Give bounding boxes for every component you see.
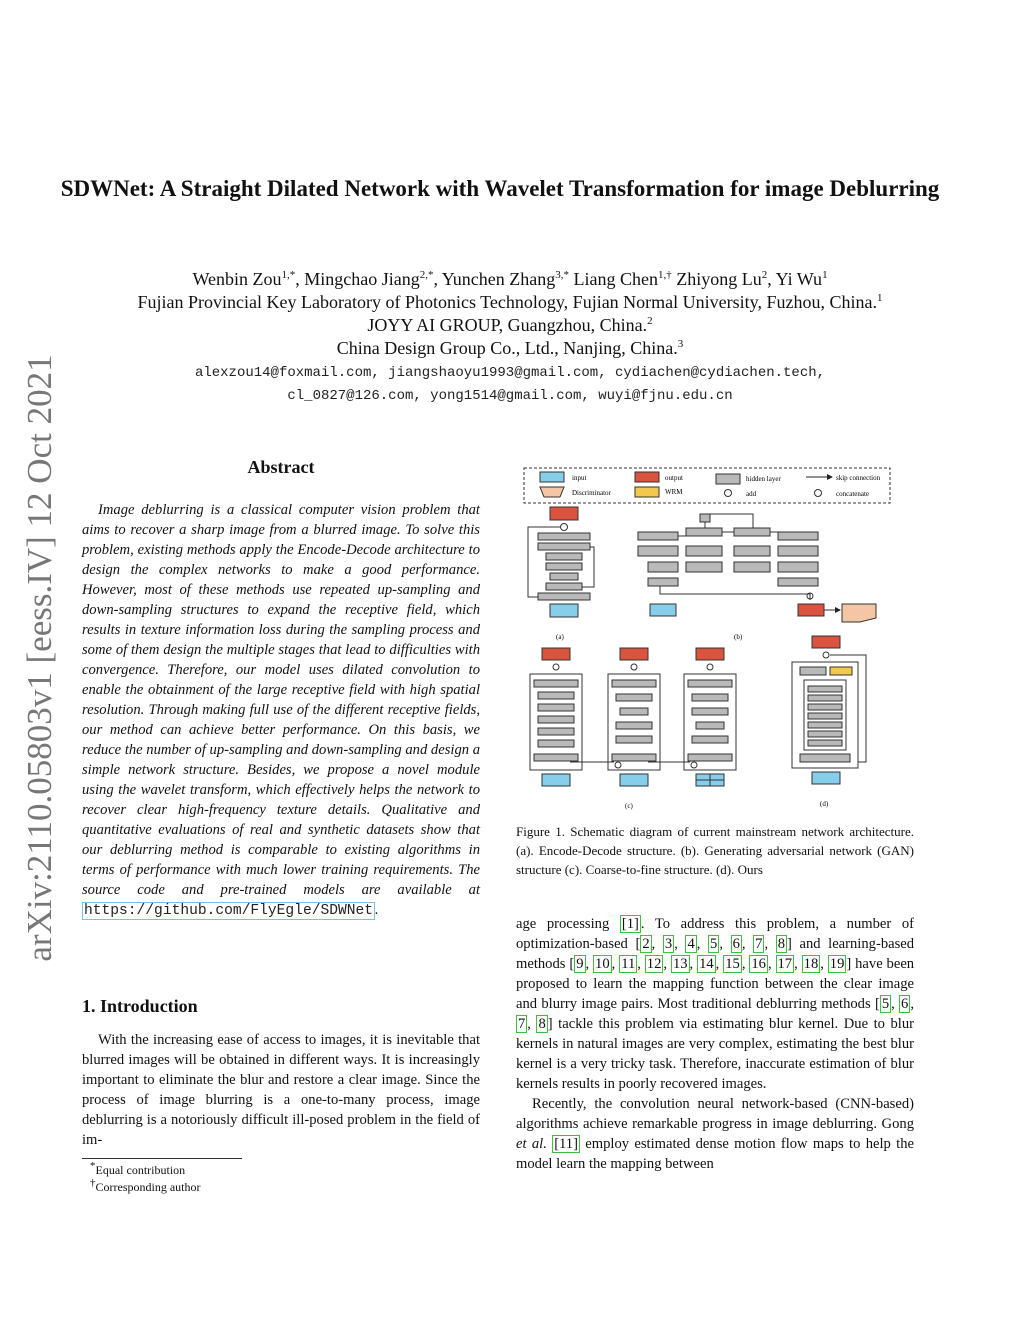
section-heading-introduction: 1. Introduction [82, 996, 198, 1016]
legend-input-label: input [572, 474, 587, 482]
citation-link[interactable]: 6 [901, 996, 909, 1012]
citation-link[interactable]: 6 [732, 936, 740, 952]
abstract-body: Image deblurring is a classical computer vision problem that aims to recover a sharp image from a blurred image. To solve this problem, existing methods apply the Encode-Decode architecture to design the complex networks to make a good performance. However, most of these methods use repeated up-sampling and down-sampling structures to expand the receptive field, which results in texture information loss during the sampling process and some of them design the multiple stages that lead to difficulties with convergence. Therefore, our model uses dilated convolution to enable the obtainment of the large receptive field with high spatial resolution. Through making full use of the different receptive fields, our method can achieve better performance. On this basis, we reduce the number of up-sampling and down-sampling and design a simple network structure. Besides, we propose a novel module using the wavelet transform, which effectively helps the network to recover clear high-frequency texture details. Qualitative and quantitative evaluations of real and synthetic datasets show that our deblurring method is comparable to existing algorithms in terms of performance with much lower training requirements. The source code and pre-trained models are available at https://github.com/FlyEgle/SDWNet . [82, 502, 480, 919]
github-link[interactable]: https://github.com/FlyEgle/SDWNet [84, 903, 374, 919]
legend-concat-symbol [815, 490, 822, 497]
affiliation-2: JOYY AI GROUP, Guangzhou, China.$^2$ [367, 315, 653, 335]
abstract-heading: Abstract [247, 457, 315, 477]
citation-link[interactable]: 8 [538, 1016, 546, 1032]
author-list: Wenbin Zou$^{1,*}$, Mingchao Jiang$^{2,*}$, Yunchen Zhang$^{3,*}$ Liang Chen$^{1,\dagger}$ Zhiyong Lu$^2$, Yi Wu$^1$ [192, 269, 828, 289]
diagram-b [638, 514, 876, 641]
diagram-a [528, 507, 594, 641]
legend-wrm-swatch [635, 487, 659, 497]
legend-add-label: add [746, 490, 757, 498]
citation-link[interactable]: 11 [621, 956, 636, 972]
label-a: (a) [556, 633, 564, 641]
legend-hidden-swatch [716, 474, 740, 484]
citation-link[interactable]: 4 [687, 936, 695, 952]
citation-link[interactable]: 2 [642, 936, 650, 952]
legend-disc-swatch [540, 487, 564, 497]
citation-link[interactable]: 14 [699, 956, 714, 972]
introduction-paragraph: With the increasing ease of access to images, it is inevitable that blurred images will be obtained in different ways. It is increasingly important to eliminate the blur and restore a clear image. Since the process of image blurring is a one-to-many process, image deblurring is a notoriously difficult ill-posed problem in the field of im- [82, 1032, 480, 1148]
email-line-2: cl_0827@126.com, yong1514@gmail.com, wuyi@fjnu.edu.cn [287, 388, 733, 404]
paper-title: SDWNet: A Straight Dilated Network with Wavelet Transformation for image Deblurring [60, 176, 940, 201]
legend-output-swatch [635, 472, 659, 482]
legend-wrm-label: WRM [665, 488, 683, 496]
citation-link[interactable]: 12 [646, 956, 662, 972]
citation-link[interactable]: 7 [518, 1016, 526, 1032]
citation-link[interactable]: 15 [725, 956, 740, 972]
citation-link[interactable]: [1] [621, 916, 639, 932]
label-b: (b) [734, 633, 743, 641]
citation-link[interactable]: 13 [672, 956, 688, 972]
affiliation-1: Fujian Provincial Key Laboratory of Photonics Technology, Fujian Normal University, Fuzhou, China.$^1$ [137, 292, 883, 312]
footnotes [90, 1162, 200, 1196]
citation-link[interactable]: 7 [755, 936, 763, 952]
author-block [60, 268, 960, 408]
citation-link[interactable]: [11] [554, 1136, 578, 1152]
label-d: (d) [820, 800, 829, 808]
diagram-c [530, 648, 736, 810]
citation-link[interactable]: 18 [803, 956, 819, 972]
citation-link[interactable]: 3 [664, 936, 673, 952]
citation-link[interactable]: 8 [777, 936, 785, 952]
citation-link[interactable]: 5 [710, 936, 718, 952]
legend-add-symbol [725, 490, 732, 497]
label-c: (c) [625, 802, 633, 810]
right-column-text: age processing [1] . To address this problem, a number of optimization-based [ 2 , 3 , 4 , 5 , 6 , 7 , 8 ] and learning-based methods [ 9 , 10 , 11 , 12 , 13 , 14 , 15 , 16 , 17 , 18 , 19 ] have been proposed to learn the mapping function between the clear image and blurry image pairs. Most traditional deblurring methods [ 5 , 6 , 7 , 8 ] tackle this problem via estimating blur kernel. Due to blur kernels in natural images are very complex, estimating the best blur kernel is a very tricky task. Therefore, inaccurate estimation of blur kernels results in poorly recovered images. Recently, the convolution neural network-based (CNN-based) algorithms achieve remarkable progress in image deblurring. Gong et al. [11] employ estimated dense motion flow maps to help the model learn the mapping between [516, 916, 915, 1172]
diagram-d [792, 636, 866, 808]
legend-disc-label: Discriminator [572, 489, 611, 497]
affiliation-3: China Design Group Co., Ltd., Nanjing, China.$^3$ [336, 338, 684, 358]
legend-hidden-label: hidden layer [746, 475, 781, 483]
legend-output-label: output [665, 474, 683, 482]
citation-link[interactable]: 10 [595, 956, 610, 972]
legend-skip-label: skip connection [836, 474, 881, 482]
citation-link[interactable]: 9 [576, 956, 584, 972]
citation-link[interactable]: 5 [881, 996, 890, 1012]
citation-link[interactable]: 17 [777, 956, 793, 972]
footnote-corresponding: †Corresponding author [90, 1177, 201, 1194]
citation-link[interactable]: 19 [829, 956, 845, 972]
legend-input-swatch [540, 472, 564, 482]
citation-link[interactable]: 16 [751, 956, 766, 972]
footnote-equal: *Equal contribution [90, 1160, 186, 1177]
email-line-1: alexzou14@foxmail.com, jiangshaoyu1993@gmail.com, cydiachen@cydiachen.tech, [194, 365, 826, 381]
figure-caption: Figure 1. Schematic diagram of current mainstream network architecture. (a). Encode-Decode structure. (b). Generating adversarial network (GAN) structure (c). Coarse-to-fine structure. (d). Ours [516, 824, 914, 877]
arxiv-side-label: arXiv:2110.05803v1 [eess.IV] 12 Oct 2021 [20, 354, 59, 962]
legend-concat-label: concatenate [836, 490, 870, 498]
architecture-figure [520, 462, 916, 817]
footnote-divider [82, 1158, 242, 1159]
